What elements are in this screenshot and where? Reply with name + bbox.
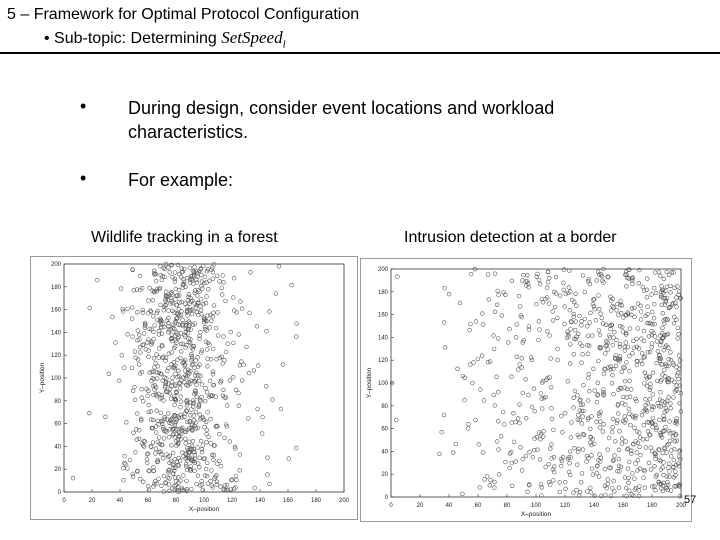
x-tick-label: 200 <box>338 498 350 504</box>
y-tick-label: 180 <box>50 284 61 291</box>
right-scatter-figure <box>360 258 692 522</box>
x-tick-label: 180 <box>646 503 658 509</box>
y-tick-label: 180 <box>377 289 388 296</box>
title-divider <box>0 52 720 54</box>
subtitle-variable: SetSpeed$_l$ <box>221 28 286 51</box>
left-scatter-plot <box>31 257 357 519</box>
left-figure-caption: Wildlife tracking in a forest <box>91 229 278 246</box>
x-tick-label: 160 <box>617 503 629 509</box>
y-tick-label: 0 <box>384 495 388 501</box>
x-tick-label: 200 <box>675 503 687 509</box>
x-tick-label: 120 <box>226 498 238 504</box>
bullet-text-2: For example: <box>128 170 234 190</box>
x-tick-label: 140 <box>588 503 600 509</box>
slide-subtitle <box>44 28 286 54</box>
y-tick-label: 60 <box>381 426 388 433</box>
x-tick-label: 0 <box>389 503 393 509</box>
y-tick-label: 160 <box>377 312 388 319</box>
y-tick-label: 60 <box>54 421 61 428</box>
right-figure-caption: Intrusion detection at a border <box>404 229 617 246</box>
x-tick-label: 80 <box>503 503 511 509</box>
bullet-text-1: During design, consider event locations and workload characteristics. <box>128 98 555 142</box>
y-tick-label: 40 <box>54 444 61 451</box>
y-tick-label: 80 <box>54 398 61 405</box>
x-tick-label: 120 <box>559 503 571 509</box>
x-tick-label: 180 <box>310 498 322 504</box>
x-tick-label: 20 <box>416 503 424 509</box>
x-tick-label: 0 <box>62 498 66 504</box>
x-tick-label: 100 <box>198 498 210 504</box>
y-axis-label: Y–position <box>39 362 46 394</box>
y-tick-label: 160 <box>50 307 61 314</box>
scatter-points <box>71 262 299 494</box>
y-tick-label: 40 <box>381 449 388 456</box>
y-tick-label: 140 <box>50 330 61 337</box>
y-tick-label: 120 <box>377 358 388 365</box>
y-axis-label: Y–position <box>366 367 373 399</box>
x-tick-label: 160 <box>282 498 294 504</box>
right-scatter-plot <box>361 259 691 521</box>
x-tick-label: 100 <box>530 503 542 509</box>
x-tick-label: 80 <box>172 498 180 504</box>
x-tick-label: 40 <box>116 498 124 504</box>
y-tick-label: 100 <box>50 376 61 382</box>
x-tick-label: 20 <box>88 498 96 504</box>
scatter-points <box>390 267 683 498</box>
y-tick-label: 140 <box>377 335 388 342</box>
y-tick-label: 20 <box>54 467 61 474</box>
x-axis-label: X–position <box>520 511 552 518</box>
bullet-marker-2: • <box>80 168 87 188</box>
x-tick-label: 60 <box>474 503 482 509</box>
subtitle-prefix: • Sub-topic: Determining <box>44 30 222 47</box>
x-tick-label: 60 <box>144 498 152 504</box>
x-tick-label: 140 <box>254 498 266 504</box>
page-number: 57 <box>684 494 697 506</box>
y-tick-label: 200 <box>50 262 61 268</box>
y-tick-label: 80 <box>381 403 388 410</box>
y-tick-label: 20 <box>381 472 388 479</box>
y-tick-label: 200 <box>377 267 388 273</box>
slide-title: 5 – Framework for Optimal Protocol Configuration <box>7 6 360 23</box>
bullet-marker-1: • <box>80 96 87 116</box>
y-tick-label: 120 <box>50 353 61 360</box>
x-axis-label: X–position <box>188 506 220 513</box>
left-scatter-figure <box>30 256 358 520</box>
y-tick-label: 0 <box>57 490 61 496</box>
x-tick-label: 40 <box>445 503 453 509</box>
y-tick-label: 100 <box>377 381 388 387</box>
